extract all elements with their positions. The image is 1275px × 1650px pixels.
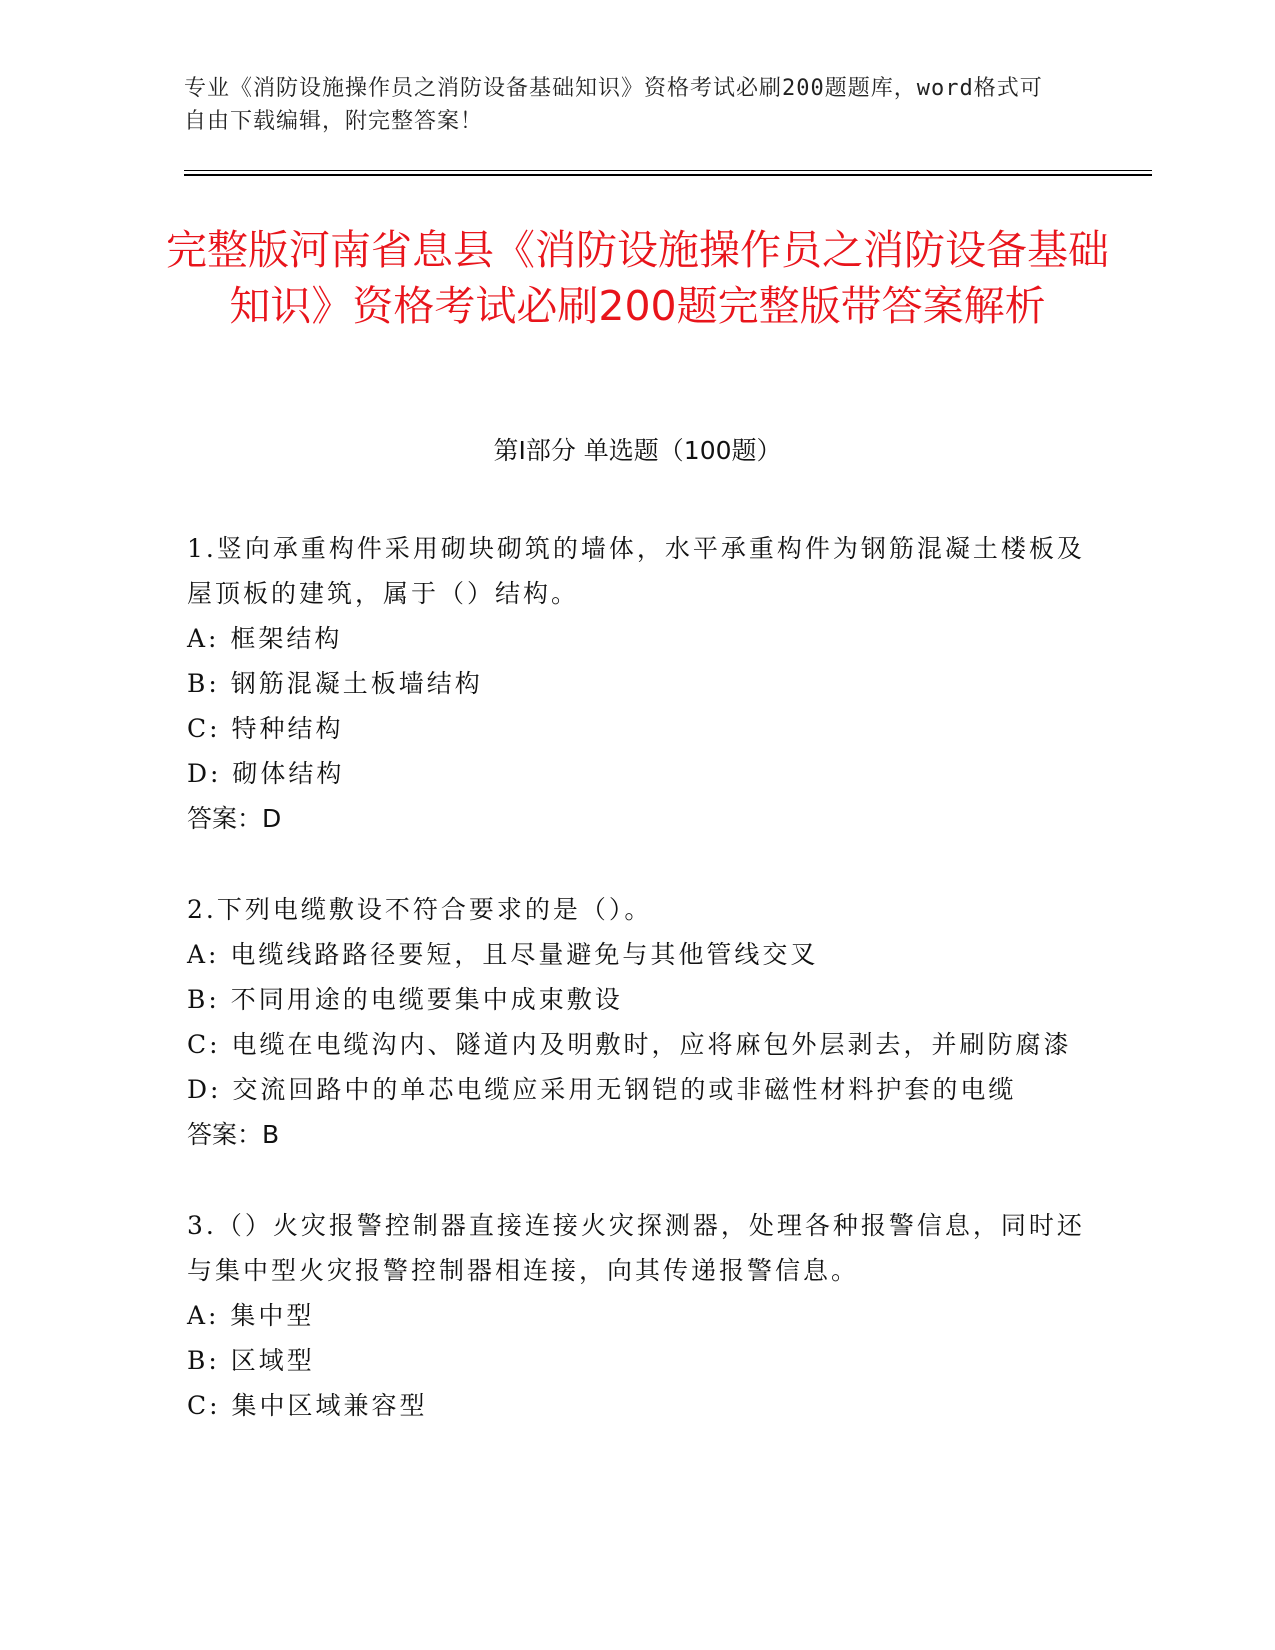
- header-note: 专业《消防设施操作员之消防设备基础知识》资格考试必刷200题题库，word格式可自由下载编辑，附完整答案！: [184, 76, 1043, 134]
- header-rule-thin: [184, 170, 1152, 171]
- question-1: [187, 526, 1087, 841]
- question-2: [187, 887, 1087, 1157]
- question-option: D: 砌体结构: [187, 759, 345, 788]
- question-option: B: 不同用途的电缆要集中成束敷设: [187, 985, 623, 1014]
- question-option: C: 特种结构: [187, 714, 344, 743]
- question-option: B: 钢筋混凝土板墙结构: [187, 669, 483, 698]
- header-rule-thick: [184, 174, 1152, 176]
- question-option: D: 交流回路中的单芯电缆应采用无钢铠的或非磁性材料护套的电缆: [187, 1075, 1017, 1104]
- question-option: C: 电缆在电缆沟内、隧道内及明敷时，应将麻包外层剥去，并刷防腐漆: [187, 1030, 1072, 1059]
- question-3: [187, 1203, 1087, 1428]
- question-answer: 答案：B: [187, 1120, 280, 1149]
- question-option: A: 电缆线路路径要短，且尽量避免与其他管线交叉: [187, 940, 819, 969]
- question-option: A: 集中型: [187, 1301, 315, 1330]
- question-option: B: 区域型: [187, 1346, 315, 1375]
- question-stem: 3.（）火灾报警控制器直接连接火灾探测器，处理各种报警信息，同时还与集中型火灾报警控制器相连接，向其传递报警信息。: [187, 1211, 1085, 1285]
- question-stem: 2.下列电缆敷设不符合要求的是（）。: [187, 895, 653, 924]
- question-answer: 答案：D: [187, 804, 282, 833]
- question-option: A: 框架结构: [187, 624, 343, 653]
- document-title: 完整版河南省息县《消防设施操作员之消防设备基础知识》资格考试必刷200题完整版带答案解析: [166, 226, 1109, 330]
- section-heading: 第Ⅰ部分 单选题（100题）: [493, 436, 782, 465]
- question-option: C: 集中区域兼容型: [187, 1391, 428, 1420]
- question-list: [187, 526, 1087, 1474]
- question-stem: 1.竖向承重构件采用砌块砌筑的墙体，水平承重构件为钢筋混凝土楼板及屋顶板的建筑，属于（）结构。: [187, 534, 1085, 608]
